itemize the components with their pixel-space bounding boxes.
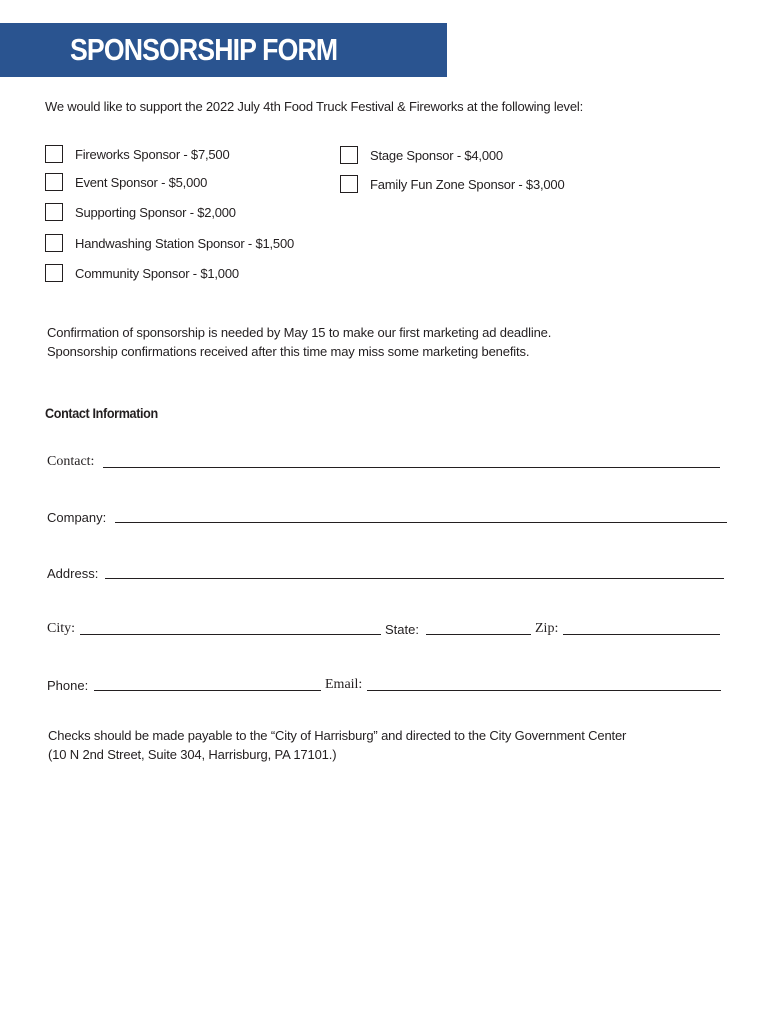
phone-field[interactable] [94, 690, 321, 691]
option-label: Event Sponsor - $5,000 [75, 175, 208, 190]
option-label: Stage Sponsor - $4,000 [370, 148, 503, 163]
confirmation-line-2: Sponsorship confirmations received after this time may miss some marketing benefits. [47, 344, 530, 359]
option-label: Handwashing Station Sponsor - $1,500 [75, 236, 295, 251]
payment-note-line-2: (10 N 2nd Street, Suite 304, Harrisburg, PA 17101.) [48, 747, 337, 762]
contact-heading: Contact Information [45, 405, 158, 421]
checkbox[interactable] [45, 264, 63, 282]
checkbox[interactable] [45, 145, 63, 163]
checkbox[interactable] [45, 203, 63, 221]
state-label: State: [385, 622, 419, 637]
header-banner [0, 23, 447, 77]
intro-text: We would like to support the 2022 July 4th Food Truck Festival & Fireworks at the following level: [45, 99, 583, 114]
contact-field[interactable] [103, 467, 720, 468]
zip-label: Zip: [535, 621, 559, 636]
company-field[interactable] [115, 522, 727, 523]
email-label: Email: [325, 677, 363, 692]
contact-label: Contact: [47, 454, 95, 469]
checkbox[interactable] [340, 146, 358, 164]
city-field[interactable] [80, 634, 381, 635]
state-field[interactable] [426, 634, 531, 635]
checkbox[interactable] [340, 175, 358, 193]
option-label: Fireworks Sponsor - $7,500 [75, 147, 230, 162]
page-title: SPONSORSHIP FORM [70, 32, 338, 67]
company-label: Company: [47, 510, 107, 525]
address-label: Address: [47, 566, 99, 581]
checkbox[interactable] [45, 173, 63, 191]
address-field[interactable] [105, 578, 724, 579]
option-label: Family Fun Zone Sponsor - $3,000 [370, 177, 565, 192]
zip-field[interactable] [563, 634, 720, 635]
city-label: City: [47, 621, 76, 636]
payment-note-line-1: Checks should be made payable to the “City of Harrisburg” and directed to the City Government Center [48, 728, 627, 743]
option-label: Community Sponsor - $1,000 [75, 266, 239, 281]
option-label: Supporting Sponsor - $2,000 [75, 205, 236, 220]
checkbox[interactable] [45, 234, 63, 252]
phone-label: Phone: [47, 678, 89, 693]
email-field[interactable] [367, 690, 721, 691]
confirmation-line-1: Confirmation of sponsorship is needed by May 15 to make our first marketing ad deadline. [47, 325, 552, 340]
